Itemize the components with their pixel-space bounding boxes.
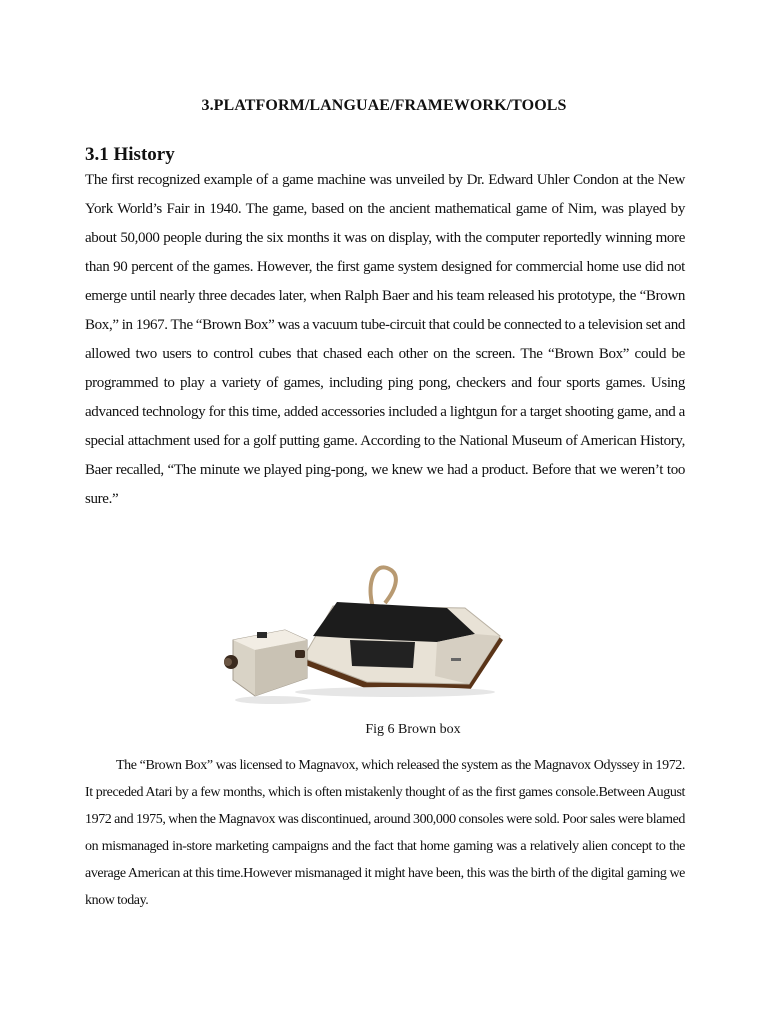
subsection-heading: 3.1 History [85, 144, 175, 165]
controller-knob-left-cap [224, 658, 232, 666]
console-label [451, 658, 461, 661]
history-paragraph-2: The “Brown Box” was licensed to Magnavox, which released the system as the Magnavox Odyssey in 1972. It preceded Atari by a few months, which is often mistakenly thought of as the first games console.Between August 1972 and 1975, when the Magnavox was discontinued, around 300,000 consoles were sold. Poor sales were blamed on mismanaged in-store marketing campaigns and the fact that home gaming was a relatively alien concept to the average American at this time.However mismanaged it might have been, this was the birth of the digital gaming we know today. [85, 758, 685, 908]
controller-shadow [235, 696, 311, 704]
console-shadow [295, 687, 495, 697]
section-heading: 3.PLATFORM/LANGUAE/FRAMEWORK/TOOLS [201, 97, 567, 114]
controller-knob-right [295, 650, 305, 658]
figure-caption: Fig 6 Brown box [365, 722, 461, 737]
controller-button [257, 632, 267, 638]
console-front-panel [350, 640, 415, 668]
brown-box-photo [215, 558, 505, 708]
history-paragraph-1: The first recognized example of a game machine was unveiled by Dr. Edward Uhler Condon at the New York World’s Fair in 1940. The game, based on the ancient mathematical game of Nim, was played by about 50,000 people during the six months it was on display, with the computer reportedly winning more than 90 percent of the games. However, the first game system designed for commercial home use did not emerge until nearly three decades later, when Ralph Baer and his team released his prototype, the “Brown Box,” in 1967. The “Brown Box” was a vacuum tube-circuit that could be connected to a television set and allowed two users to control cubes that chased each other on the screen. The “Brown Box” could be programmed to play a variety of games, including ping pong, checkers and four sports games. Using advanced technology for this time, added accessories included a lightgun for a target shooting game, and a special attachment used for a golf putting game. According to the National Museum of American History, Baer recalled, “The minute we played ping-pong, we knew we had a product. Before that we weren’t too sure.” [85, 172, 685, 507]
